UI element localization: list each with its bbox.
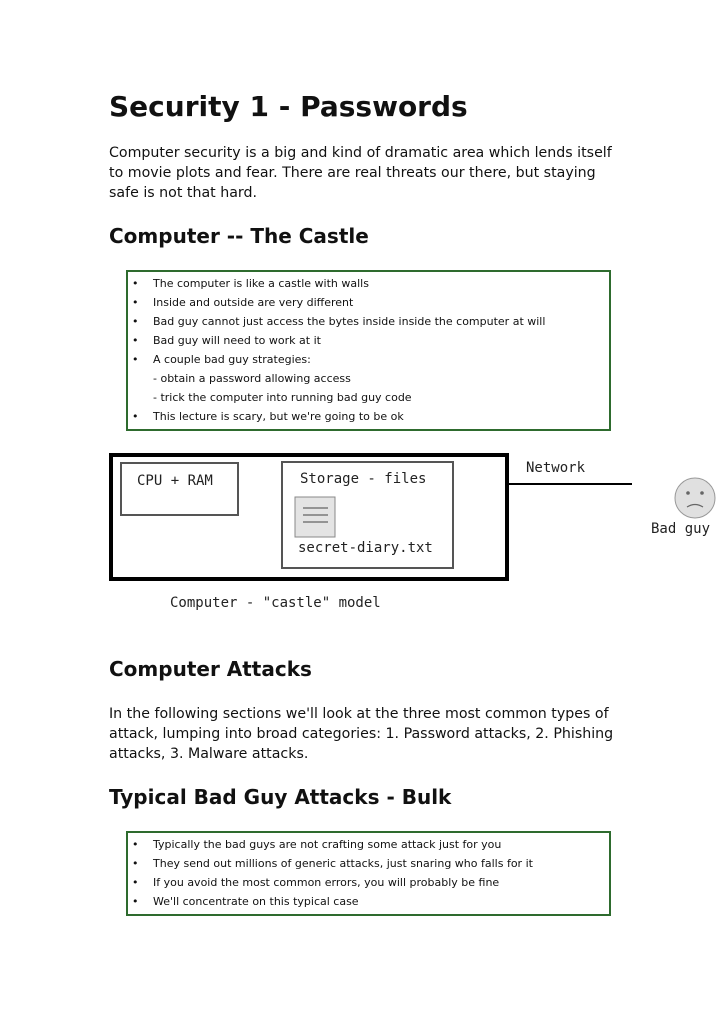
diagram-caption: Computer - "castle" model: [170, 595, 381, 611]
file-icon: [295, 497, 335, 537]
storage-label: Storage - files: [300, 471, 427, 487]
list-item: • The computer is like a castle with walls: [132, 277, 369, 290]
list-item: • Typically the bad guys are not crafting some attack just for you: [132, 838, 502, 851]
list-item: • We'll concentrate on this typical case: [132, 895, 359, 908]
section-heading-bulk: Typical Bad Guy Attacks - Bulk: [109, 785, 452, 809]
intro-paragraph: Computer security is a big and kind of dramatic area which lends itself to movie plots and fear. There are real threats our there, but staying safe is not that hard.: [109, 145, 612, 201]
list-item: • Inside and outside are very different: [132, 296, 354, 309]
list-item: • Bad guy will need to work at it: [132, 334, 321, 347]
section-heading-attacks: Computer Attacks: [109, 657, 312, 681]
list-item: • This lecture is scary, but we're going to be ok: [132, 410, 404, 423]
cpu-ram-box: [121, 463, 238, 515]
list-item: • A couple bad guy strategies:: [132, 353, 311, 366]
bulk-bullet-box: [126, 831, 611, 916]
attacks-paragraph: In the following sections we'll look at the three most common types of attack, lumping into broad categories: 1. Password attacks, 2. Phishing attacks, 3. Malware attacks.: [109, 706, 614, 762]
section-heading-castle: Computer -- The Castle: [109, 224, 369, 248]
sad-face-icon: [675, 478, 715, 518]
badguy-label: Bad guy: [651, 521, 711, 537]
list-item: • Bad guy cannot just access the bytes inside inside the computer at will: [132, 315, 546, 328]
network-label: Network: [526, 460, 586, 476]
castle-bullet-list: [128, 274, 609, 426]
page-title: Security 1 - Passwords: [109, 90, 468, 123]
castle-diagram: [108, 448, 720, 618]
list-sub-item: - obtain a password allowing access: [153, 372, 351, 385]
list-sub-item: - trick the computer into running bad guy code: [153, 391, 412, 404]
list-item: • If you avoid the most common errors, you will probably be fine: [132, 876, 500, 889]
cpu-ram-label: CPU + RAM: [137, 473, 213, 489]
list-item: • They send out millions of generic attacks, just snaring who falls for it: [132, 857, 533, 870]
castle-bullet-box: [126, 270, 611, 431]
file-label: secret-diary.txt: [298, 540, 433, 556]
bulk-bullet-list: [128, 835, 609, 911]
